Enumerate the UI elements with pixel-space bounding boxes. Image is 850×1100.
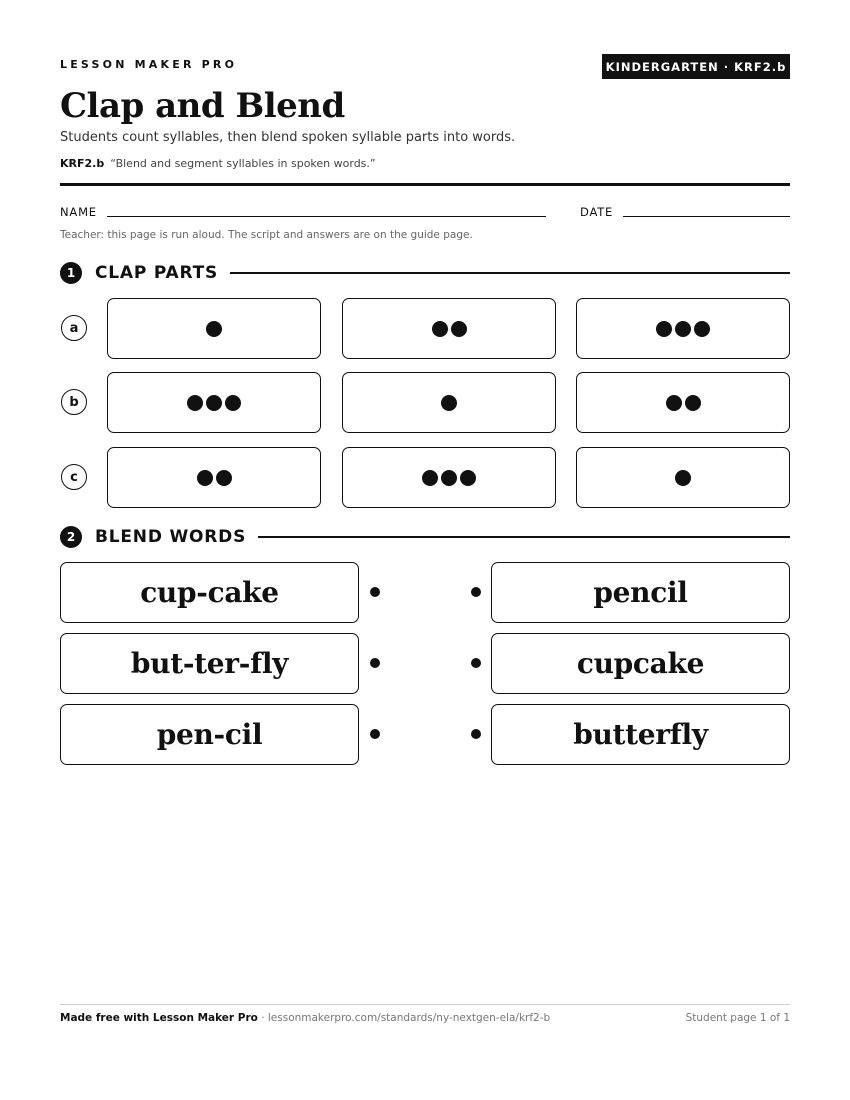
grade-badge: KINDERGARTEN · KRF2.b [602,54,790,79]
syllable-card [107,447,321,508]
syllable-dot [441,395,457,411]
split-word-card: but-ter-fly [60,633,359,694]
row-letter-c: c [61,464,87,490]
syllable-card [342,447,556,508]
split-word-card: cup-cake [60,562,359,623]
date-field[interactable] [623,216,790,217]
section-title: CLAP PARTS [95,263,219,283]
section-number: 1 [60,262,82,284]
date-label: DATE [580,205,614,219]
name-label: NAME [60,205,97,219]
header-divider [60,183,790,186]
syllable-card [576,447,790,508]
footer-credit [60,1012,550,1024]
section-rule [258,536,790,538]
section-rule [230,272,790,274]
syllable-dot [451,321,467,337]
whole-word-card: butterfly [491,704,790,765]
syllable-card [107,372,321,433]
syllable-dot [460,470,476,486]
footer-page-number: Student page 1 of 1 [685,1012,790,1024]
match-dot-right[interactable] [471,658,481,668]
syllable-card [342,372,556,433]
page-title: Clap and Blend [60,86,345,126]
whole-word-card: cupcake [491,633,790,694]
standard-text: “Blend and segment syllables in spoken words.” [110,157,376,170]
split-word-card: pen-cil [60,704,359,765]
section-title: BLEND WORDS [95,527,247,547]
name-field[interactable] [107,216,546,217]
row-letter-a: a [61,315,87,341]
syllable-dot [675,470,691,486]
syllable-card [107,298,321,359]
syllable-card [576,372,790,433]
syllable-dot [441,470,457,486]
footer-divider [60,1004,790,1005]
syllable-dot [685,395,701,411]
syllable-dot [675,321,691,337]
syllable-dot [225,395,241,411]
syllable-dot [656,321,672,337]
whole-word-card: pencil [491,562,790,623]
match-dot-left[interactable] [370,658,380,668]
syllable-dot [187,395,203,411]
match-dot-left[interactable] [370,587,380,597]
syllable-dot [694,321,710,337]
section-blend-words-header [60,525,790,549]
worksheet-page [60,0,790,1100]
brand-name: LESSON MAKER PRO [60,58,238,71]
syllable-dot [666,395,682,411]
syllable-dot [422,470,438,486]
syllable-card [576,298,790,359]
footer-made: Made free with Lesson Maker Pro [60,1012,258,1024]
standard-line [60,157,376,170]
syllable-dot [206,395,222,411]
syllable-dot [206,321,222,337]
match-dot-right[interactable] [471,587,481,597]
match-dot-right[interactable] [471,729,481,739]
teacher-note: Teacher: this page is run aloud. The script and answers are on the guide page. [60,229,473,241]
section-clap-parts-header [60,261,790,285]
page-subtitle: Students count syllables, then blend spoken syllable parts into words. [60,130,516,145]
section-number: 2 [60,526,82,548]
syllable-dot [216,470,232,486]
syllable-dot [432,321,448,337]
syllable-dot [197,470,213,486]
row-letter-b: b [61,389,87,415]
standard-code: KRF2.b [60,157,105,170]
footer-url: · lessonmakerpro.com/standards/ny-nextgen-ela/krf2-b [257,1012,551,1024]
match-dot-left[interactable] [370,729,380,739]
syllable-card [342,298,556,359]
